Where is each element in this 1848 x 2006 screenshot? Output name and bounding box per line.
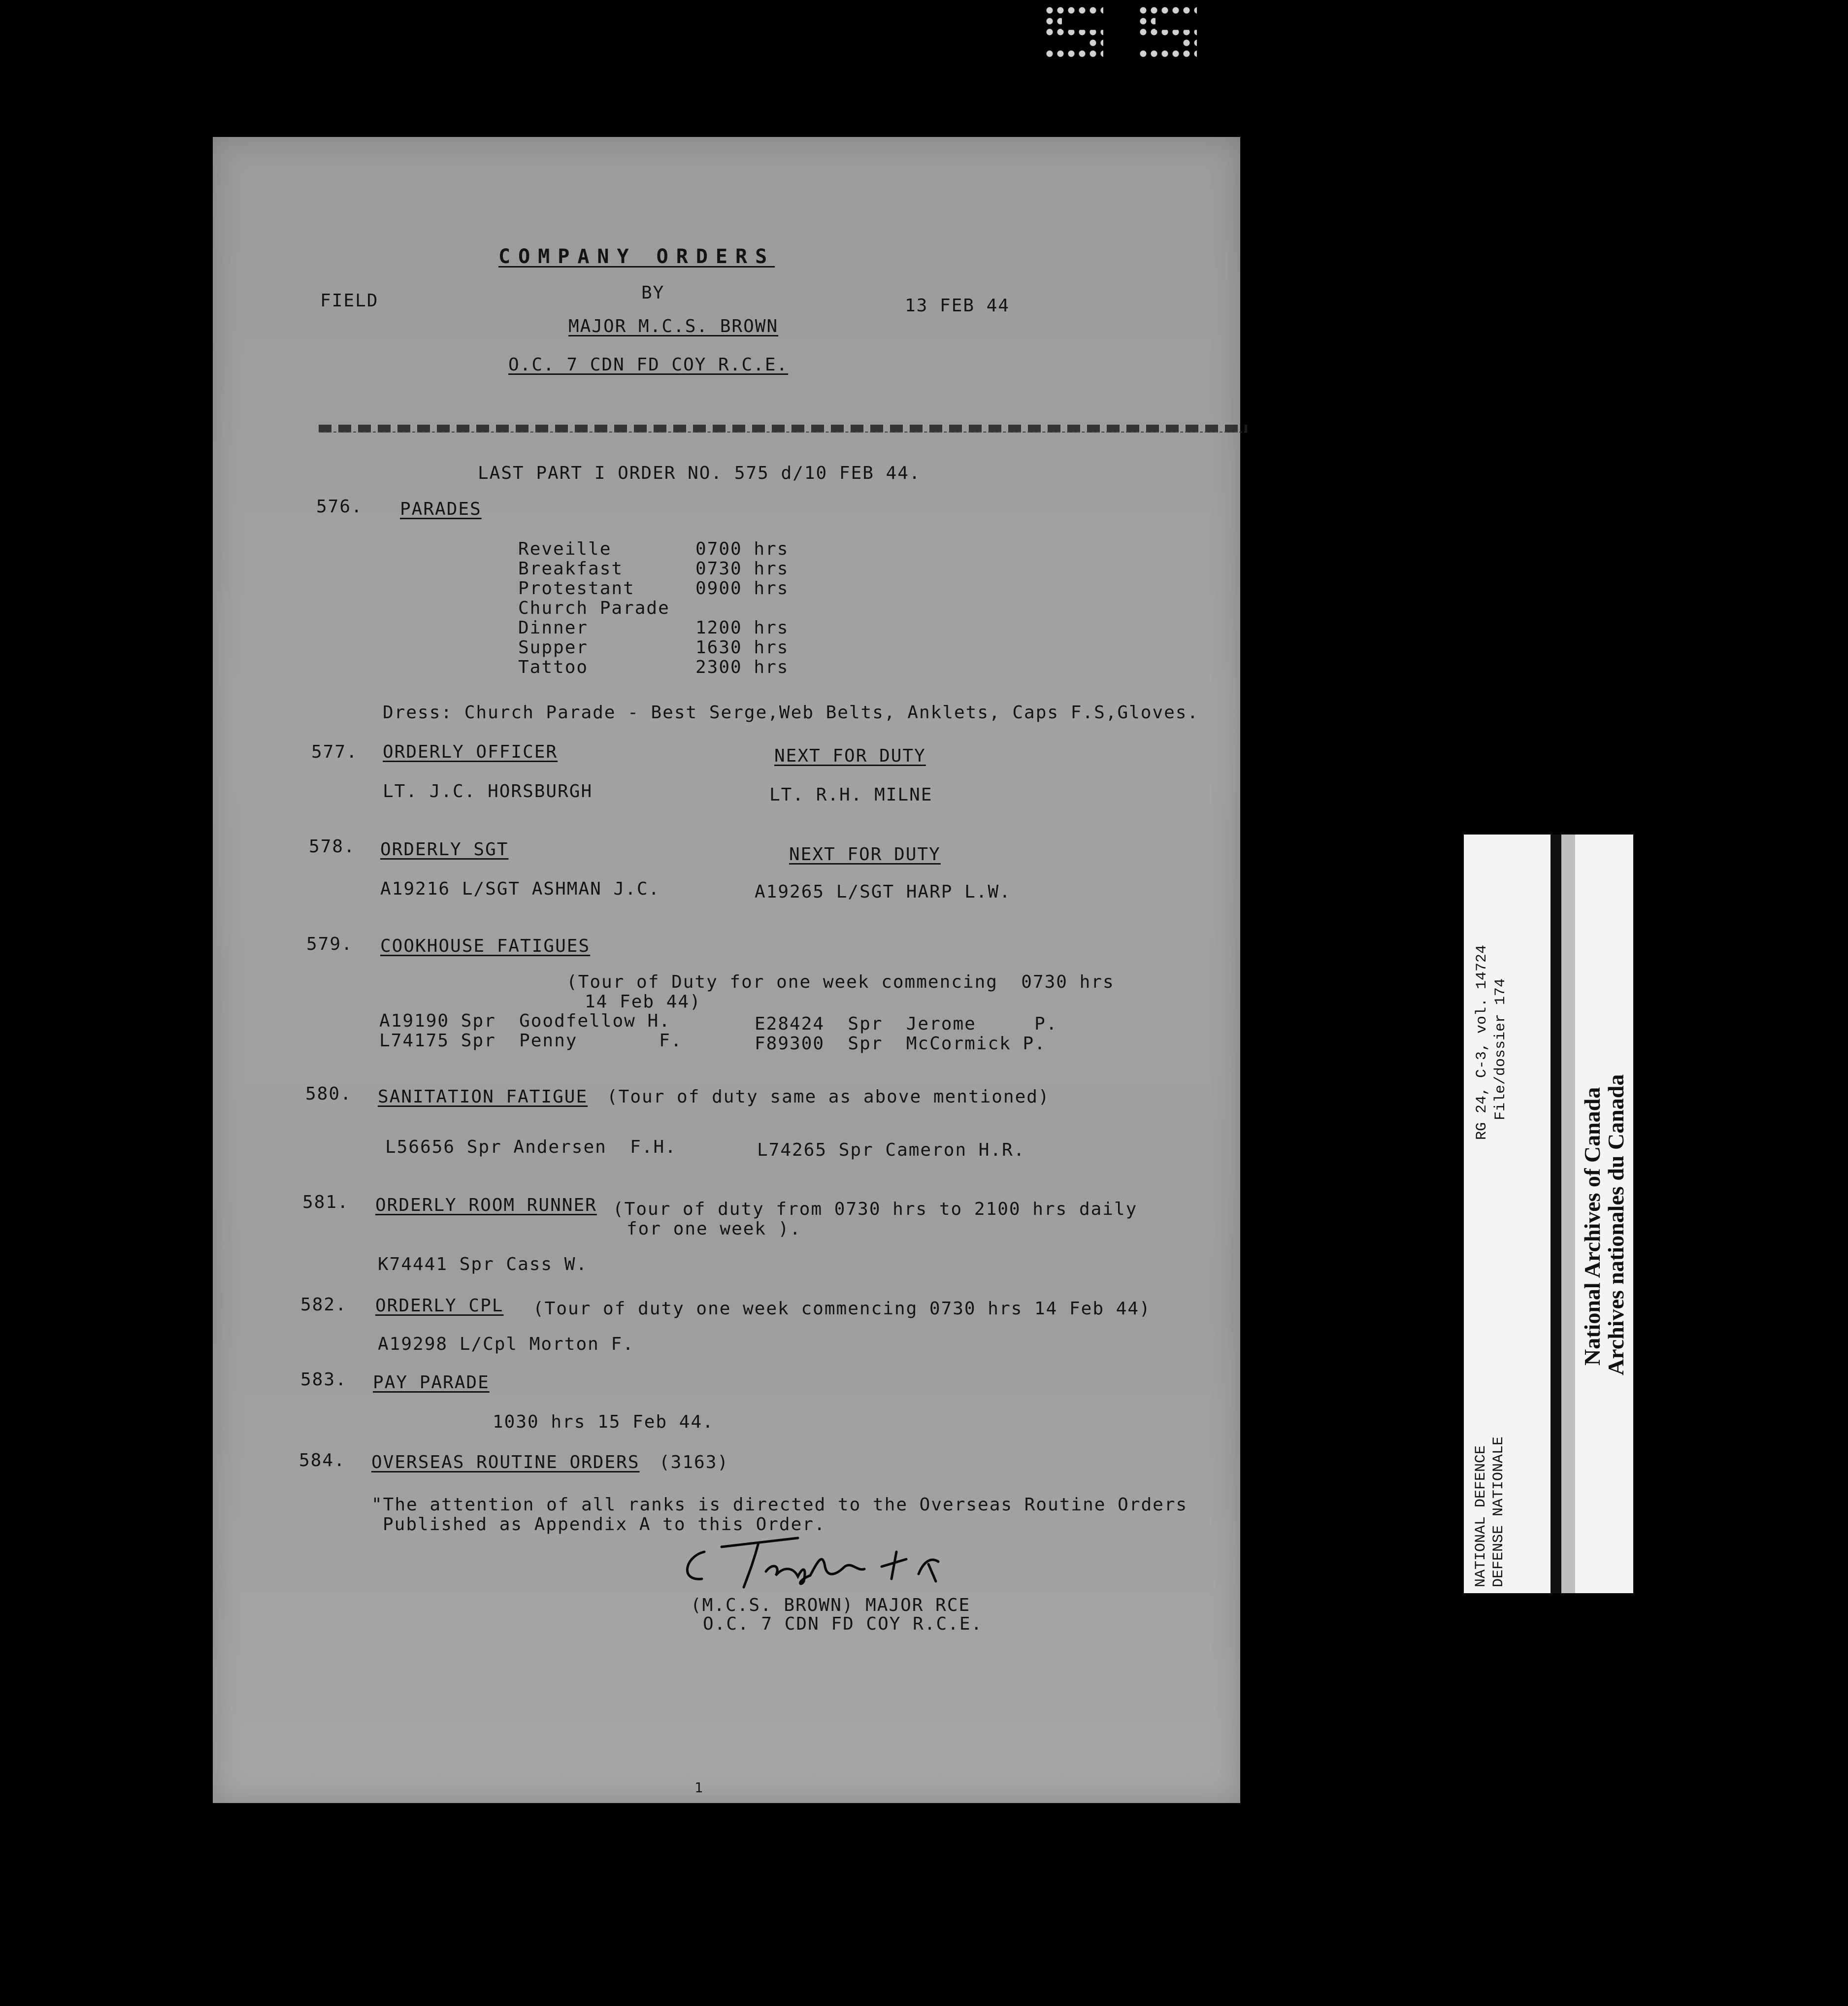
duty-person: LT. J.C. HORSBURGH — [383, 781, 593, 802]
duty-note: 14 Feb 44) — [585, 992, 701, 1012]
section-heading: PARADES — [400, 499, 482, 519]
duty-person: L56656 Spr Andersen F.H. — [385, 1137, 677, 1157]
item-number: 584. — [299, 1450, 346, 1471]
duty-person: A19216 L/SGT ASHMAN J.C. — [380, 879, 660, 899]
frame-digit — [1044, 5, 1103, 59]
archive-label — [1464, 835, 1633, 1593]
document-title: COMPANY ORDERS — [498, 245, 775, 268]
archive-name-fr: Archives nationales du Canada — [1603, 1074, 1628, 1375]
archive-file: File/dossier 174 — [1492, 978, 1509, 1120]
archive-name-en: National Archives of Canada — [1580, 1087, 1605, 1366]
location: FIELD — [320, 291, 379, 311]
schedule-event: Breakfast — [518, 559, 624, 579]
frame-digit — [1138, 5, 1197, 59]
schedule-event: Protestant — [518, 578, 635, 599]
department-fr: DEFENSE NATIONALE — [1490, 1436, 1507, 1587]
item-number: 577. — [311, 742, 358, 762]
schedule-event: Reveille — [518, 539, 612, 559]
section-heading: ORDERLY SGT — [380, 839, 509, 860]
schedule-event: Dinner — [518, 618, 589, 638]
signature-graphic — [675, 1532, 990, 1591]
next-for-duty-heading: NEXT FOR DUTY — [774, 746, 926, 766]
separator-rule — [319, 425, 1247, 433]
signature — [675, 1532, 990, 1591]
item-number: 581. — [302, 1192, 349, 1212]
section-heading: COOKHOUSE FATIGUES — [380, 936, 591, 956]
schedule-time: 0730 hrs — [695, 559, 789, 579]
item-number: 579. — [306, 934, 353, 954]
last-order-ref: LAST PART I ORDER NO. 575 d/10 FEB 44. — [478, 463, 921, 483]
item-number: 576. — [316, 497, 363, 517]
department-en: NATIONAL DEFENCE — [1473, 1445, 1489, 1587]
duty-note: (Tour of duty from 0730 hrs to 2100 hrs daily — [613, 1199, 1138, 1219]
schedule-time: 0700 hrs — [695, 539, 789, 559]
section-heading: ORDERLY ROOM RUNNER — [375, 1195, 597, 1215]
frame-number — [1044, 5, 1202, 64]
item-number: 582. — [300, 1295, 347, 1315]
dress-instruction: Dress: Church Parade - Best Serge,Web Belts, Anklets, Caps F.S,Gloves. — [383, 702, 1199, 723]
next-for-duty-heading: NEXT FOR DUTY — [789, 844, 941, 865]
duty-note: for one week ). — [627, 1219, 802, 1239]
page-number: 1 — [694, 1779, 704, 1796]
next-duty-person: A19265 L/SGT HARP L.W. — [755, 882, 1011, 902]
label-divider — [1551, 835, 1561, 1593]
section-heading: PAY PARADE — [373, 1372, 490, 1393]
schedule-event: Church Parade — [518, 598, 670, 618]
schedule-time: 2300 hrs — [695, 657, 789, 677]
signoff-unit: O.C. 7 CDN FD COY R.C.E. — [703, 1614, 983, 1634]
issuer-unit: O.C. 7 CDN FD COY R.C.E. — [508, 355, 789, 375]
routine-orders-text: Published as Appendix A to this Order. — [383, 1514, 826, 1535]
schedule-time: 1630 hrs — [695, 637, 789, 658]
document-page — [213, 137, 1240, 1803]
pay-parade-detail: 1030 hrs 15 Feb 44. — [493, 1412, 714, 1432]
section-heading: SANITATION FATIGUE — [378, 1087, 588, 1107]
schedule-time: 1200 hrs — [695, 618, 789, 638]
duty-person: L74175 Spr Penny F. — [379, 1031, 683, 1051]
order-date: 13 FEB 44 — [905, 296, 1010, 316]
routine-orders-text: "The attention of all ranks is directed to the Overseas Routine Orders — [371, 1495, 1188, 1515]
duty-person: A19298 L/Cpl Morton F. — [378, 1334, 634, 1354]
issuer-name: MAJOR M.C.S. BROWN — [568, 316, 779, 336]
signoff-name: (M.C.S. BROWN) MAJOR RCE — [691, 1595, 971, 1615]
item-number: 578. — [309, 836, 356, 857]
duty-person: K74441 Spr Cass W. — [378, 1254, 588, 1274]
duty-note: (Tour of Duty for one week commencing 0730 hrs — [566, 972, 1115, 992]
schedule-event: Supper — [518, 637, 589, 658]
duty-person: F89300 Spr McCormick P. — [755, 1034, 1046, 1054]
routine-orders-ref: (3163) — [659, 1452, 729, 1472]
section-heading: ORDERLY OFFICER — [383, 742, 558, 762]
schedule-event: Tattoo — [518, 657, 589, 677]
archive-reference: RG 24, C-3, vol. 14724 — [1474, 944, 1490, 1140]
item-number: 580. — [305, 1084, 352, 1104]
label-shade — [1561, 835, 1575, 1593]
duty-note: (Tour of duty one week commencing 0730 hrs 14 Feb 44) — [533, 1299, 1151, 1319]
section-heading: ORDERLY CPL — [375, 1296, 504, 1316]
duty-person: A19190 Spr Goodfellow H. — [379, 1011, 671, 1031]
duty-person: E28424 Spr Jerome P. — [755, 1014, 1058, 1034]
item-number: 583. — [300, 1370, 347, 1390]
section-heading: OVERSEAS ROUTINE ORDERS — [371, 1452, 640, 1472]
duty-note: (Tour of duty same as above mentioned) — [607, 1087, 1050, 1107]
by-line: BY — [641, 283, 665, 303]
next-duty-person: LT. R.H. MILNE — [769, 785, 933, 805]
schedule-time: 0900 hrs — [695, 578, 789, 599]
duty-person: L74265 Spr Cameron H.R. — [757, 1140, 1025, 1160]
